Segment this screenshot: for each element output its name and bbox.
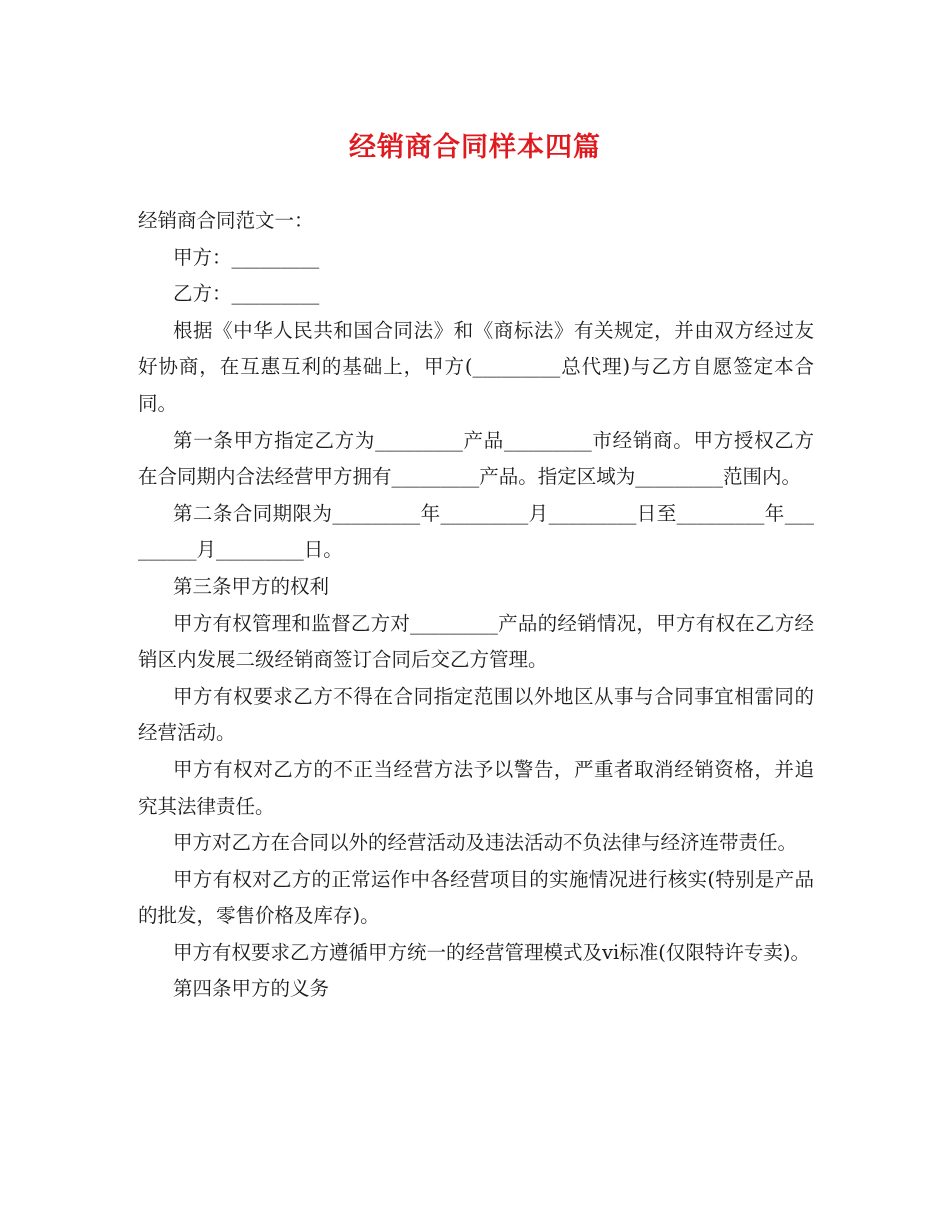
document-paragraph: 根据《中华人民共和国合同法》和《商标法》有关规定，并由双方经过友好协商，在互惠互利的基础上，甲方(_________总代理)与乙方自愿签定本合同。 [138,318,814,415]
document-paragraph: 第三条甲方的权利 [173,574,330,598]
document-paragraph: 乙方：_________ [173,282,320,306]
document-paragraph: 甲方有权要求乙方遵循甲方统一的经营管理模式及vi标准(仅限特许专卖)。 [173,940,810,964]
document-paragraph: 经销商合同范文一： [138,209,314,232]
document-paragraph: 甲方有权对乙方的正常运作中各经营项目的实施情况进行核实(特别是产品的批发，零售价格及库存)。 [138,867,814,928]
document-paragraph: 第一条甲方指定乙方为_________产品_________市经销商。甲方授权乙方在合同期内合法经营甲方拥有_________产品。指定区域为_________范围内。 [138,428,814,489]
document-paragraph: 第二条合同期限为_________年_________月_________日至_________年_________月_________日。 [138,501,814,562]
document-paragraph: 第四条甲方的义务 [173,977,330,1001]
document-paragraph: 甲方对乙方在合同以外的经营活动及违法活动不负法律与经济连带责任。 [173,831,798,855]
document-paragraph: 甲方：_________ [173,245,320,269]
document-paragraph: 甲方有权要求乙方不得在合同指定范围以外地区从事与合同事宜相雷同的经营活动。 [138,684,814,745]
document-paragraph: 甲方有权对乙方的不正当经营方法予以警告，严重者取消经销资格，并追究其法律责任。 [138,757,814,818]
document-title: 经销商合同样本四篇 [349,132,601,163]
document-body [138,203,814,1008]
document-paragraph: 甲方有权管理和监督乙方对_________产品的经销情况，甲方有权在乙方经销区内发展二级经销商签订合同后交乙方管理。 [138,611,814,672]
